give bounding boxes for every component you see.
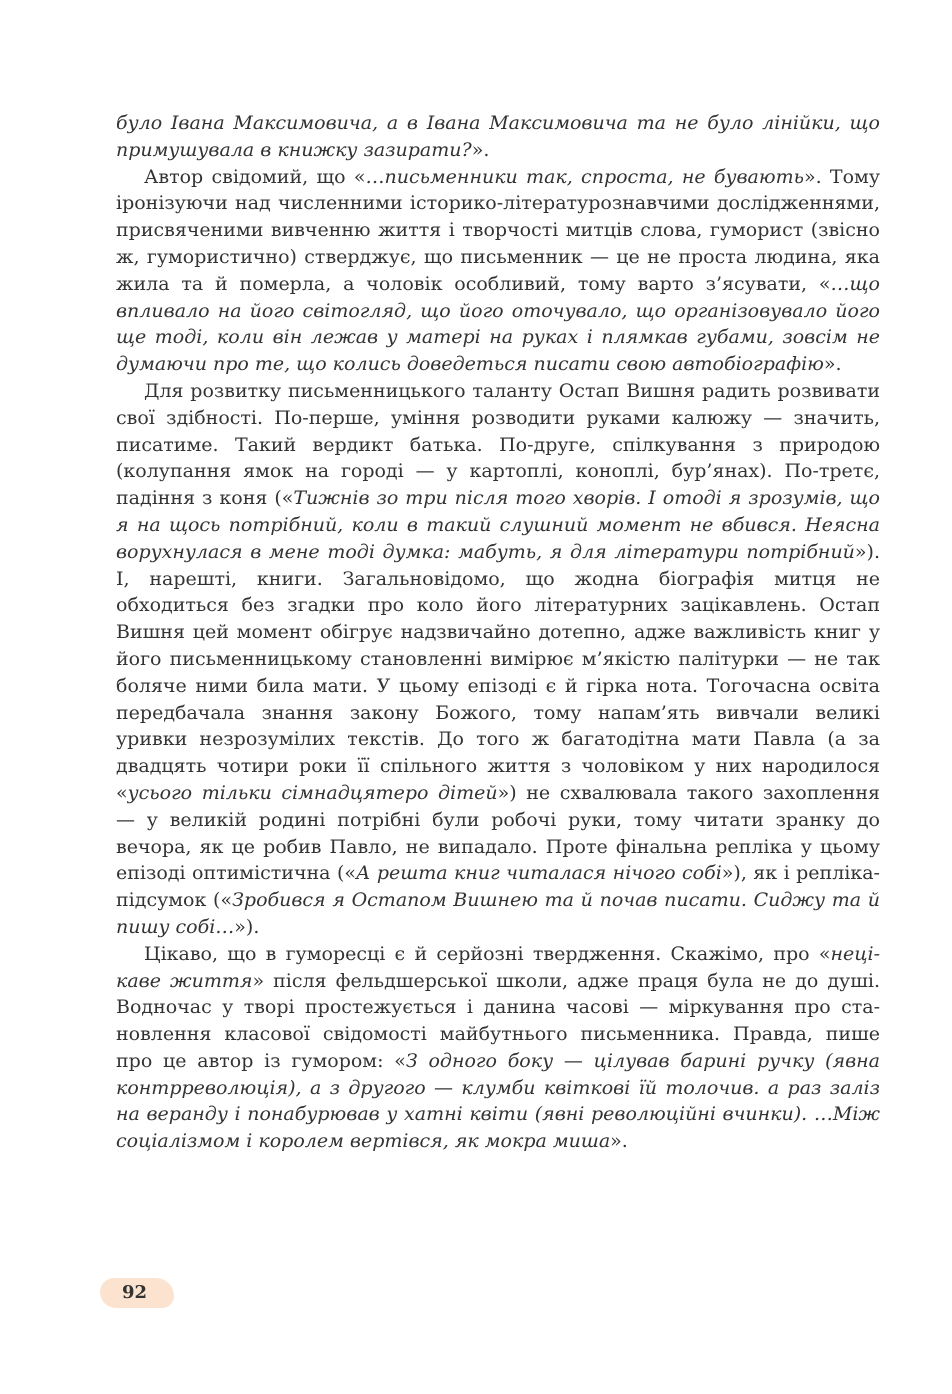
text-segment-italic: З одного боку — цілував барині ручку (явна контрреволюція), а з другого — клумби квіткові їй толочив. а раз заліз на веранду і понабурював у хатні квіти (явні революційні вчинки). …Між соціалізмом і королем вертівся, як мокра миша bbox=[116, 1049, 880, 1153]
text-segment: »). bbox=[234, 915, 260, 938]
text-segment-italic: А решта книг читалася нічого собі bbox=[356, 862, 722, 885]
paragraph bbox=[116, 378, 880, 941]
text-segment-italic: нецікаве життя bbox=[116, 942, 880, 992]
text-segment: ». bbox=[471, 138, 490, 161]
paragraph bbox=[116, 164, 880, 378]
text-segment-italic: усього тільки сімнадцятеро дітей bbox=[127, 781, 498, 804]
body-text bbox=[116, 110, 880, 1155]
text-segment: Автор свідомий, що « bbox=[144, 165, 366, 188]
text-segment: ». Тому іронізуючи над численними історико-літературознавчими дослідженнями, присвяченими вивченню життя і творчості митців слова, гуморист (звісно ж, гумористично) стверджує, що письменник — це не проста людина, яка жила та й померла, а чоловік особливий, тому варто з’ясувати, « bbox=[116, 165, 880, 295]
text-segment: Для розвитку письменницького таланту Остап Вишня радить розвивати свої здібності. По-перше, уміння розводити руками калюжу — значить, писатиме. Такий вердикт батька. По-друге, спілкування з природою (колупання ямок на городі — у картоплі, коноплі, бур’янах). По-третє, падіння з коня (« bbox=[116, 379, 880, 510]
text-segment: ». bbox=[823, 353, 842, 376]
text-segment: » після фельдшерської школи, адже праця була не до душі. Водночас у творі простежується і данина часові — міркування про становлення класової свідомості майбутнього письменника. Правда, пише про це автор із гумором: « bbox=[116, 969, 880, 1072]
paragraph bbox=[116, 110, 880, 164]
text-segment: »), як і репліка-підсумок (« bbox=[116, 862, 880, 912]
text-segment: »). І, нарешті, книги. Загальновідомо, що жодна біографія митця не обходиться без згадки про коло його літературних зацікавлень. Остап Вишня цей момент обігрує надзвичайно дотепно, адже важливість книг у його письменницькому становленні вимірює м’якістю палітурки — не так боляче ними била мати. У цьому епізоді є й гірка нота. Тогочасна освіта передбачала знання закону Божого, тому напам’ять вивчали великі уривки незрозумілих текстів. До того ж багатодітна мати Павла (а за двадцять чотири роки її спільного життя з чоловіком у них народилося « bbox=[116, 540, 880, 804]
text-segment-italic: Тижнів зо три після того хворів. І отоді я зрозумів, що я на щось потрібний, коли в такий слушний момент не вбився. Неясна ворухнулася в мене тоді думка: мабуть, я для літератури потрібний bbox=[116, 487, 880, 563]
text-segment-italic: було Івана Максимовича, а в Івана Максимовича та не було лінійки, що примушувала в книжку зазирати? bbox=[116, 112, 880, 161]
text-segment: ») не схвалювала такого захоплення — у великій родині потрібні були робочі руки, тому читати зранку до вечора, як це робив Павло, не випадало. Проте фінальна репліка у цьому епізоді оптимістична (« bbox=[116, 781, 880, 885]
page-number: 92 bbox=[100, 1278, 174, 1308]
text-segment-italic: …письменники так, спроста, не бувають bbox=[365, 165, 804, 188]
text-segment: Цікаво, що в гуморесці є й серйозні твердження. Скажімо, про « bbox=[144, 942, 831, 965]
text-segment-italic: Зробився я Остапом Вишнею та й почав писати. Сиджу та й пишу собі… bbox=[116, 889, 880, 938]
text-segment-italic: …що впливало на його світогляд, що його оточувало, що організовувало його ще тоді, коли він лежав у матері на руках і плямкав губами, зовсім не думаючи про те, що колись доведеться писати свою автобіографію bbox=[116, 272, 880, 376]
paragraph bbox=[116, 941, 880, 1155]
text-segment: ». bbox=[610, 1130, 628, 1153]
